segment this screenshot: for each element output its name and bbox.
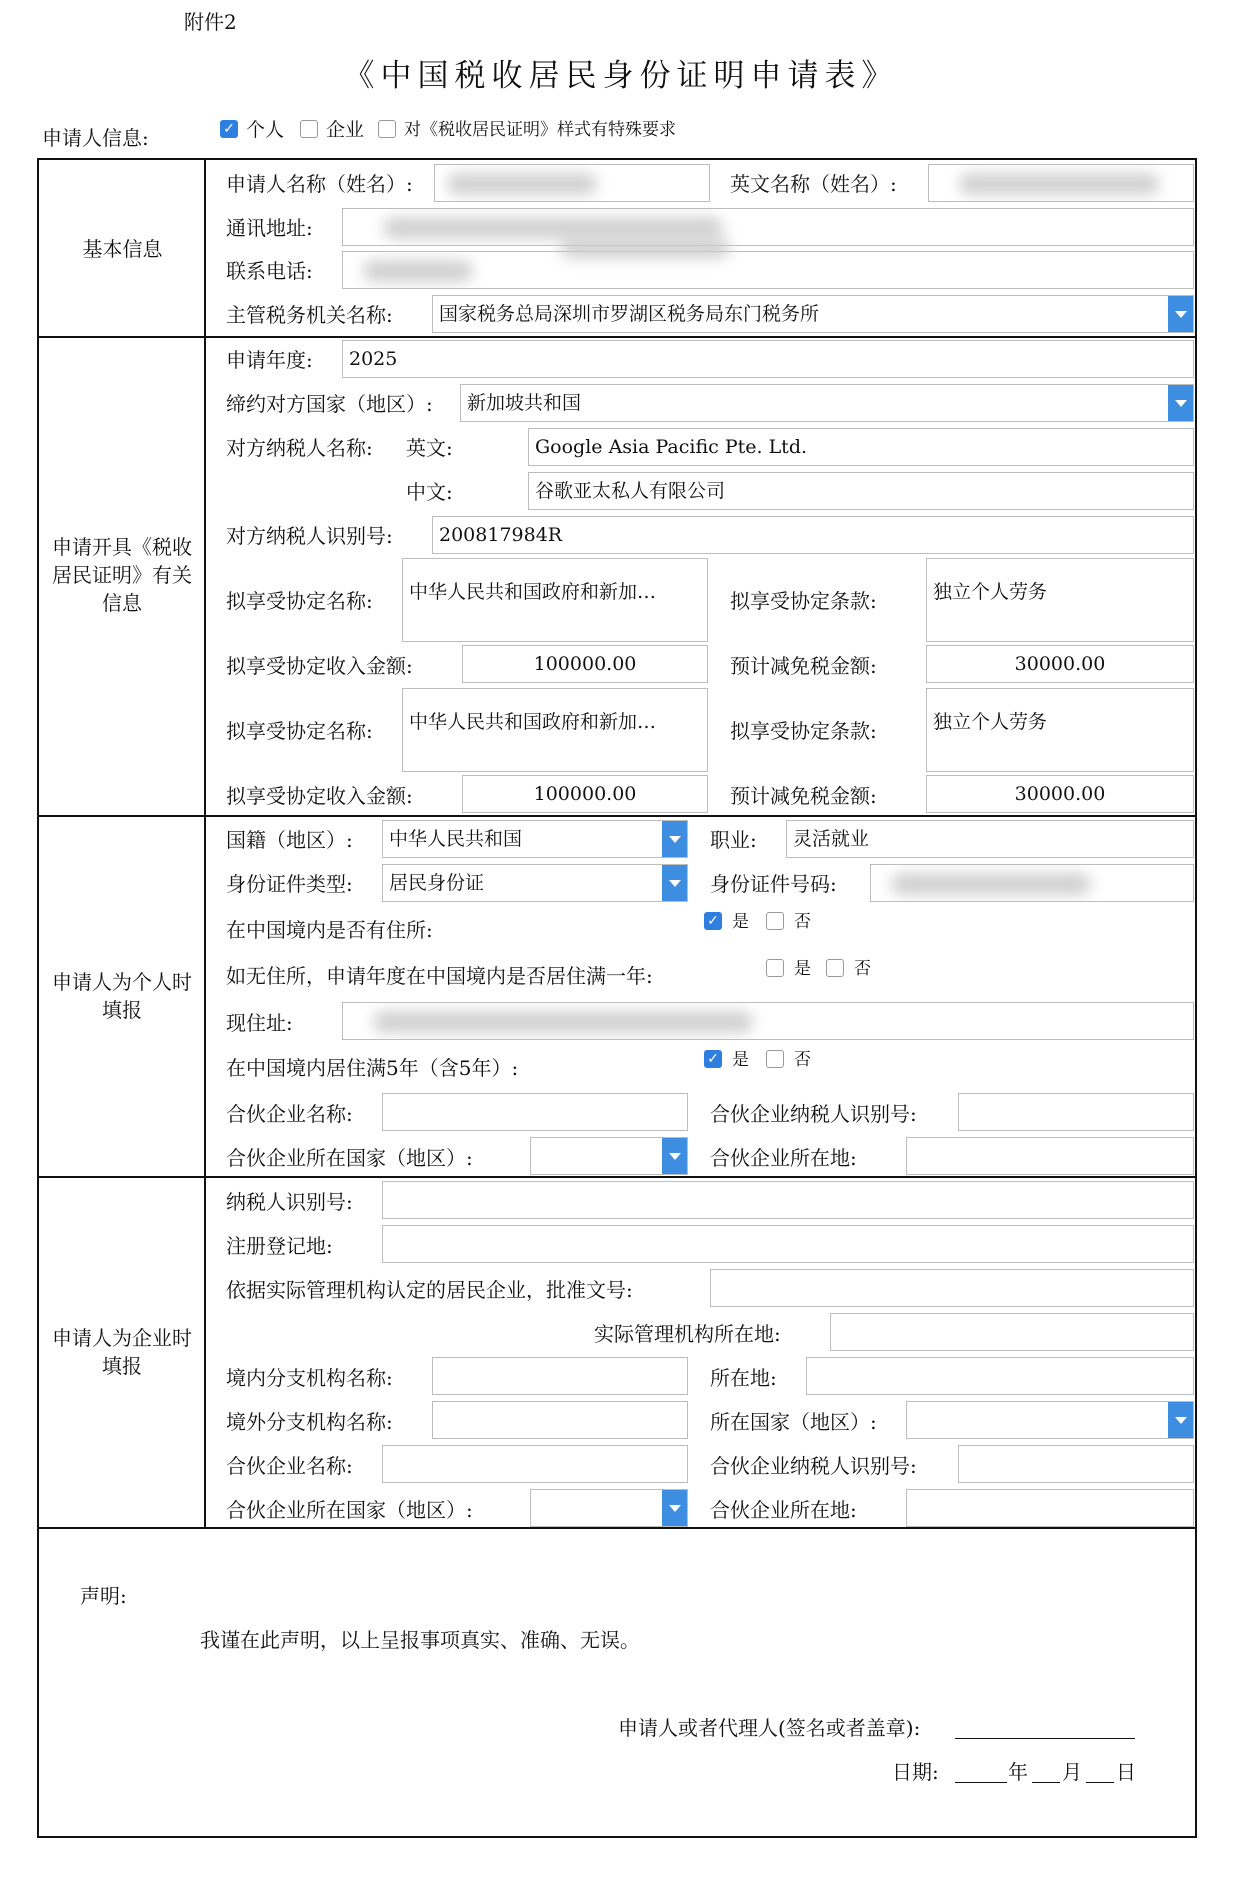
- signature-line[interactable]: [955, 1738, 1135, 1739]
- treaty-name-label: 拟享受协定名称:: [226, 589, 373, 613]
- ent-partner-id-label: 合伙企业纳税人识别号:: [710, 1454, 917, 1478]
- partner-name-label: 合伙企业名称:: [226, 1102, 353, 1126]
- tax-relief-input[interactable]: [926, 645, 1194, 683]
- day-unit: 日: [1116, 1760, 1136, 1784]
- chinese-label: 中文:: [406, 480, 453, 504]
- redacted-overflow: [560, 238, 730, 258]
- individual-option-label: 个人: [246, 119, 285, 141]
- ent-partner-name-label: 合伙企业名称:: [226, 1454, 353, 1478]
- partner-location-label: 合伙企业所在地:: [710, 1146, 857, 1170]
- treaty-income-input-2[interactable]: [462, 775, 708, 813]
- special-format-checkbox[interactable]: [378, 120, 396, 138]
- ent-partner-location-input[interactable]: [906, 1489, 1194, 1527]
- year-blank[interactable]: [955, 1782, 1007, 1783]
- treaty-name-input[interactable]: [402, 558, 708, 642]
- treaty-income-label-2: 拟享受协定收入金额:: [226, 784, 413, 808]
- counterparty-id-value: 200817984R: [439, 524, 563, 546]
- one-year-yes-label: 是: [794, 959, 811, 979]
- partner-location-input[interactable]: [906, 1137, 1194, 1175]
- treaty-income-value: 100000.00: [533, 653, 637, 675]
- treaty-name-value-2: 中华人民共和国政府和新加…: [409, 711, 657, 733]
- taxpayer-id-label: 纳税人识别号:: [226, 1190, 353, 1214]
- treaty-clause-value: 独立个人劳务: [933, 581, 1048, 603]
- treaty-name-input-2[interactable]: [402, 688, 708, 772]
- redacted-address: [383, 217, 723, 239]
- counterparty-english-value: Google Asia Pacific Pte. Ltd.: [535, 436, 808, 458]
- ent-partner-id-input[interactable]: [958, 1445, 1194, 1483]
- nationality-select[interactable]: [382, 820, 688, 858]
- counterparty-chinese-input[interactable]: [528, 472, 1194, 510]
- apply-year-value: 2025: [349, 348, 398, 370]
- applicant-info-label: 申请人信息:: [42, 126, 149, 150]
- domicile-label: 在中国境内是否有住所:: [226, 918, 433, 942]
- attachment-label: 附件2: [184, 10, 237, 34]
- treaty-clause-label: 拟享受协定条款:: [730, 589, 877, 613]
- english-label: 英文:: [406, 436, 453, 460]
- signer-label: 申请人或者代理人(签名或者盖章):: [618, 1716, 921, 1740]
- ent-partner-country-label: 合伙企业所在国家（地区）:: [226, 1498, 473, 1522]
- treaty-country-dropdown-icon[interactable]: [1168, 385, 1193, 421]
- tax-relief-label-2: 预计减免税金额:: [730, 784, 877, 808]
- section-individual: 申请人为个人时填报: [52, 970, 192, 1022]
- treaty-country-label: 缔约对方国家（地区）:: [226, 392, 433, 416]
- enterprise-option-label: 企业: [326, 119, 365, 141]
- page-title: 《中国税收居民身份证明申请表》: [343, 58, 899, 94]
- one-year-no-label: 否: [854, 959, 871, 979]
- address-label: 通讯地址:: [226, 216, 313, 240]
- approval-number-label: 依据实际管理机构认定的居民企业，批准文号:: [226, 1278, 633, 1302]
- foreign-country-label: 所在国家（地区）:: [710, 1410, 877, 1434]
- partner-country-dropdown-icon[interactable]: [662, 1138, 687, 1174]
- declaration-text: 我谨在此声明，以上呈报事项真实、准确、无误。: [200, 1628, 640, 1652]
- nationality-value: 中华人民共和国: [389, 828, 523, 850]
- domestic-location-input[interactable]: [806, 1357, 1194, 1395]
- address-input[interactable]: [342, 208, 1194, 246]
- redacted-current-address: [373, 1011, 753, 1033]
- foreign-branch-input[interactable]: [432, 1401, 688, 1439]
- nationality-label: 国籍（地区）:: [226, 828, 353, 852]
- domestic-location-label: 所在地:: [710, 1366, 777, 1390]
- month-unit: 月: [1062, 1760, 1082, 1784]
- taxpayer-id-input[interactable]: [382, 1181, 1194, 1219]
- treaty-clause-input[interactable]: [926, 558, 1194, 642]
- treaty-income-label: 拟享受协定收入金额:: [226, 654, 413, 678]
- domicile-no-checkbox[interactable]: [766, 912, 784, 930]
- partner-id-label: 合伙企业纳税人识别号:: [710, 1102, 917, 1126]
- enterprise-checkbox[interactable]: [300, 120, 318, 138]
- occupation-input[interactable]: [786, 820, 1194, 858]
- one-year-no-checkbox[interactable]: [826, 959, 844, 977]
- occupation-value: 灵活就业: [793, 828, 870, 850]
- tax-office-value: 国家税务总局深圳市罗湖区税务局东门税务所: [439, 303, 820, 325]
- foreign-country-dropdown-icon[interactable]: [1168, 1402, 1193, 1438]
- five-year-label: 在中国境内居住满5年（含5年）:: [226, 1056, 519, 1080]
- month-blank[interactable]: [1032, 1782, 1060, 1783]
- five-year-yes-checkbox[interactable]: ✓: [704, 1050, 722, 1068]
- year-unit: 年: [1008, 1760, 1028, 1784]
- applicant-name-label: 申请人名称（姓名）:: [226, 172, 413, 196]
- id-type-dropdown-icon[interactable]: [662, 865, 687, 901]
- tax-relief-value-2: 30000.00: [1014, 783, 1106, 805]
- current-address-label: 现住址:: [226, 1011, 293, 1035]
- partner-country-label: 合伙企业所在国家（地区）:: [226, 1146, 473, 1170]
- id-type-select[interactable]: [382, 864, 688, 902]
- tax-relief-input-2[interactable]: [926, 775, 1194, 813]
- id-number-label: 身份证件号码:: [710, 872, 837, 896]
- mgmt-location-input[interactable]: [830, 1313, 1194, 1351]
- treaty-clause-value-2: 独立个人劳务: [933, 711, 1048, 733]
- day-blank[interactable]: [1086, 1782, 1114, 1783]
- apply-year-input[interactable]: [342, 340, 1194, 378]
- counterparty-chinese-value: 谷歌亚太私人有限公司: [535, 480, 726, 502]
- special-format-option-label: 对《税收居民证明》样式有特殊要求: [404, 120, 676, 140]
- declaration-label: 声明:: [80, 1584, 127, 1608]
- tax-office-dropdown-icon[interactable]: [1168, 296, 1193, 332]
- counterparty-id-label: 对方纳税人识别号:: [226, 524, 393, 548]
- section-basic-info: 基本信息: [82, 237, 163, 261]
- domicile-yes-label: 是: [732, 912, 749, 932]
- counterparty-english-input[interactable]: [528, 428, 1194, 466]
- domicile-yes-checkbox[interactable]: ✓: [704, 912, 722, 930]
- treaty-country-value: 新加坡共和国: [467, 392, 582, 414]
- five-year-yes-label: 是: [732, 1050, 749, 1070]
- section-certificate-info: 申请开具《税收居民证明》有关信息: [52, 535, 192, 615]
- english-name-label: 英文名称（姓名）:: [730, 172, 897, 196]
- redacted-name: [447, 173, 597, 195]
- domestic-branch-input[interactable]: [432, 1357, 688, 1395]
- five-year-no-checkbox[interactable]: [766, 1050, 784, 1068]
- id-number-input[interactable]: [870, 864, 1194, 902]
- mgmt-location-label: 实际管理机构所在地:: [594, 1322, 781, 1346]
- redacted-id-number: [891, 873, 1091, 895]
- applicant-name-input[interactable]: [434, 164, 710, 202]
- tax-relief-value: 30000.00: [1014, 653, 1106, 675]
- domicile-no-label: 否: [794, 912, 811, 932]
- redacted-phone: [363, 260, 473, 282]
- english-name-input[interactable]: [928, 164, 1194, 202]
- domestic-branch-label: 境内分支机构名称:: [226, 1366, 393, 1390]
- approval-number-input[interactable]: [710, 1269, 1194, 1307]
- partner-id-input[interactable]: [958, 1093, 1194, 1131]
- registration-place-label: 注册登记地:: [226, 1234, 333, 1258]
- apply-year-label: 申请年度:: [226, 348, 313, 372]
- tax-relief-label: 预计减免税金额:: [730, 654, 877, 678]
- treaty-income-value-2: 100000.00: [533, 783, 637, 805]
- id-type-label: 身份证件类型:: [226, 872, 353, 896]
- date-label: 日期:: [892, 1760, 939, 1784]
- tax-office-label: 主管税务机关名称:: [226, 303, 393, 327]
- five-year-no-label: 否: [794, 1050, 811, 1070]
- one-year-label: 如无住所，申请年度在中国境内是否居住满一年:: [226, 964, 653, 988]
- counterparty-name-label: 对方纳税人名称:: [226, 436, 373, 460]
- one-year-yes-checkbox[interactable]: [766, 959, 784, 977]
- counterparty-id-input[interactable]: [432, 516, 1194, 554]
- occupation-label: 职业:: [710, 828, 757, 852]
- treaty-name-label-2: 拟享受协定名称:: [226, 719, 373, 743]
- treaty-clause-label-2: 拟享受协定条款:: [730, 719, 877, 743]
- ent-partner-location-label: 合伙企业所在地:: [710, 1498, 857, 1522]
- treaty-income-input[interactable]: [462, 645, 708, 683]
- treaty-clause-input-2[interactable]: [926, 688, 1194, 772]
- ent-partner-name-input[interactable]: [382, 1445, 688, 1483]
- tax-office-select[interactable]: [432, 295, 1194, 333]
- phone-label: 联系电话:: [226, 259, 313, 283]
- registration-place-input[interactable]: [382, 1225, 1194, 1263]
- partner-name-input[interactable]: [382, 1093, 688, 1131]
- foreign-country-select[interactable]: [906, 1401, 1194, 1439]
- ent-partner-country-dropdown-icon[interactable]: [662, 1490, 687, 1526]
- id-type-value: 居民身份证: [389, 872, 485, 894]
- foreign-branch-label: 境外分支机构名称:: [226, 1410, 393, 1434]
- section-enterprise: 申请人为企业时填报: [52, 1326, 192, 1378]
- individual-checkbox[interactable]: ✓: [220, 120, 238, 138]
- redacted-english-name: [959, 173, 1159, 195]
- treaty-country-select[interactable]: [460, 384, 1194, 422]
- phone-input[interactable]: [342, 251, 1194, 289]
- current-address-input[interactable]: [342, 1002, 1194, 1040]
- treaty-name-value: 中华人民共和国政府和新加…: [409, 581, 657, 603]
- nationality-dropdown-icon[interactable]: [662, 821, 687, 857]
